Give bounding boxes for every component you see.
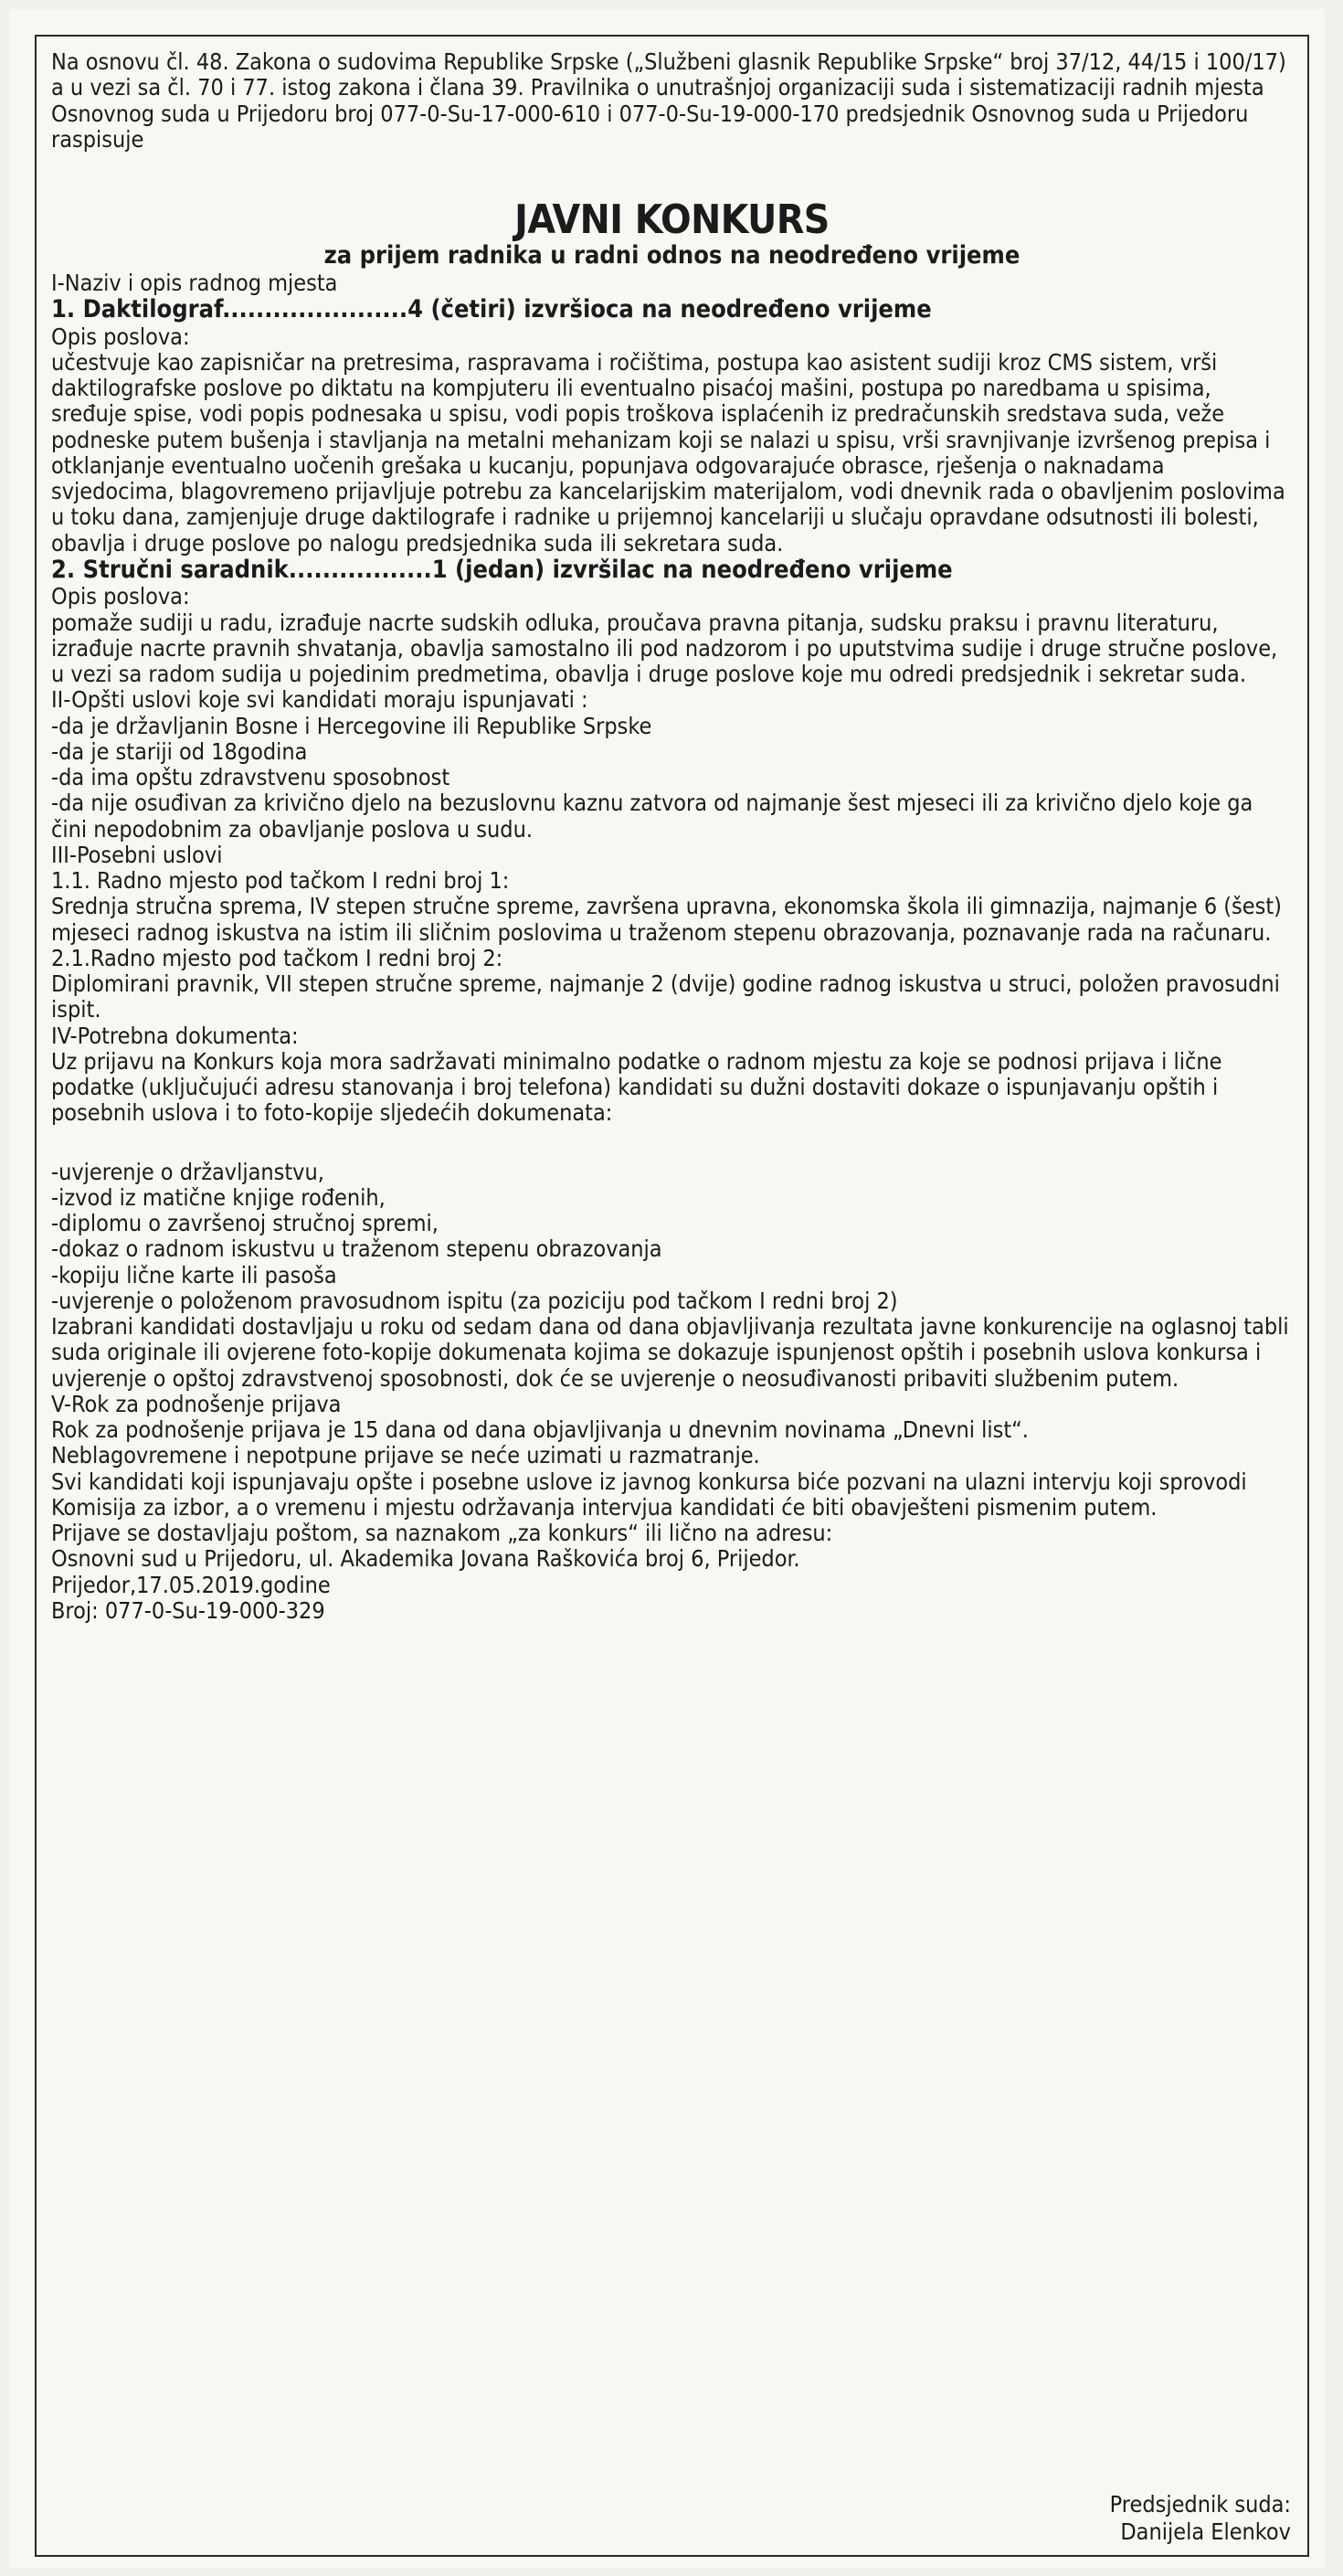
section-2-heading: II-Opšti uslovi koje svi kandidati moraju ispunjavati :: [51, 686, 588, 714]
position-1-description: učestvuje kao zapisničar na pretresima, raspravama i ročištima, postupa kao asistent sudiji kroz CMS sistem, vrši daktilografske poslove po diktatu na kompjuteru ili eventualno pisaćoj mašini, postupa po naredbama u spisima, sređuje spise, vodi popis podnesaka u spisu, vodi popis troškova isplaćenih iz predračunskih sredstava suda, veže podneske putem bušenja i stavljanja na metalni mehanizam koji se nalazi u spisu, vrši sravnjivanje izvršenog prepisa i otklanjanje eventualno uočenih grešaka u kucanju, popunjava odgovarajuće obrasce, rješenja o naknadama svjedocima, blagovremeno prijavljuje potrebu za kancelarijskim materijalom, vodi dnevnik rada o obavljenim poslovima u toku dana, zamjenjuje druge daktilografe i radnike u prijemnoj kancelariji u slučaju opravdane odsutnosti ili bolesti, obavlja i druge poslove po nalogu predsjednika suda ili sekretara suda.: [51, 348, 1285, 557]
reference-number: Broj: 077-0-Su-19-000-329: [51, 1596, 325, 1624]
special-item-1-text: Srednja stručna sprema, IV stepen stručne spreme, završena upravna, ekonomska škola ili gimnazija, najmanje 6 (šest) mjeseci radnog iskustva na istim ili sličnim poslovima u traženom stepenu obrazovanja, poznavanje rada na računaru.: [51, 893, 1282, 946]
position-2-description: pomaže sudiji u radu, izrađuje nacrte sudskih odluka, proučava pravna pitanja, sudsku praksu i pravnu literaturu, izrađuje nacrte pravnih shvatanja, obavlja samostalno ili pod nadzorom i po uputstvima sudije i druge stručne poslove, u vezi sa radom sudija u pojedinim predmetima, obavlja i druge poslove koje mu odredi predsjednik i sekretar suda.: [51, 609, 1278, 688]
place-date: Prijedor,17.05.2019.godine: [51, 1571, 331, 1598]
special-item-2-text: Diplomirani pravnik, VII stepen stručne spreme, najmanje 2 (dvije) godine radnog iskustva u struci, položen pravosudni ispit.: [51, 970, 1280, 1023]
position-2-desc-label: Opis poslova:: [51, 583, 190, 610]
list-item: -uvjerenje o državljanstvu,: [51, 1158, 324, 1185]
list-item: -da nije osuđivan za krivično djelo na bezuslovnu kaznu zatvora od najmanje šest mjeseci ili za krivično djelo koje ga čini nepodobnim za obavljanje poslova u sudu.: [51, 790, 1253, 843]
special-item-1-heading: 1.1. Radno mjesto pod tačkom I redni broj 1:: [51, 867, 510, 895]
list-item: -da je državljanin Bosne i Hercegovine ili Republike Srpske: [51, 712, 652, 739]
section-5-heading: V-Rok za podnošenje prijava: [51, 1390, 342, 1417]
signer-title: Predsjednik suda:: [1109, 2491, 1291, 2518]
selected-candidates-text: Izabrani kandidati dostavljaju u roku od sedam dana od dana objavljivanja rezultata javne konkurencije na oglasnoj tabli suda originale ili ovjerene foto-kopije dokumenata kojima se dokazuje ispunjenost opštih i posebnih uslova konkursa i uvjerenje o opštoj zdravstvenoj sposobnosti, dok će se uvjerenje o neosuđivanosti pribaviti službenim putem.: [51, 1313, 1289, 1392]
announcement-frame: [35, 35, 1309, 2557]
position-1-desc-label: Opis poslova:: [51, 323, 190, 350]
deadline-text: Rok za podnošenje prijava je 15 dana od dana objavljivanja u dnevnim novinama „Dnevni list“.: [51, 1416, 1029, 1444]
list-item: -izvod iz matične knjige rođenih,: [51, 1183, 386, 1211]
section-4-heading: IV-Potrebna dokumenta:: [51, 1022, 299, 1049]
newspaper-page: [9, 9, 1325, 2568]
special-item-2-heading: 2.1.Radno mjesto pod tačkom I redni broj 2:: [51, 944, 503, 971]
documents-list: [51, 1160, 1293, 1315]
announcement-subtitle: za prijem radnika u radni odnos na neodređeno vrijeme: [323, 241, 1020, 270]
list-item: -uvjerenje o položenom pravosudnom ispitu (za poziciju pod tačkom I redni broj 2): [51, 1287, 898, 1314]
signature-block: [1110, 2491, 1291, 2546]
intro-paragraph: Na osnovu čl. 48. Zakona o sudovima Republike Srpske („Službeni glasnik Republike Srpske“ broj 37/12, 44/15 i 100/17) a u vezi sa čl. 70 i 77. istog zakona i člana 39. Pravilnika o unutrašnjoj organizaciji suda i sistematizaciji radnih mjesta Osnovnog suda u Prijedoru broj 077-0-Su-17-000-610 i 077-0-Su-19-000-170 predsjednik Osnovnog suda u Prijedoru raspisuje: [51, 48, 1286, 153]
position-1-title: 1. Daktilograf......................4 (četiri) izvršioca na neodređeno vrijeme: [51, 295, 932, 324]
general-conditions-list: [51, 714, 1293, 843]
list-item: -da je stariji od 18godina: [51, 737, 308, 765]
documents-intro: Uz prijavu na Konkurs koja mora sadržavati minimalno podatke o radnom mjestu za koje se podnosi prijava i lične podatke (uključujući adresu stanovanja i broj telefona) kandidati su dužni dostaviti dokaze o ispunjavanju opštih i posebnih uslova i to foto-kopije sljedećih dokumenata:: [51, 1047, 1222, 1127]
section-3-heading: III-Posebni uslovi: [51, 841, 223, 868]
incomplete-applications-text: Neblagovremene i nepotpune prijave se neće uzimati u razmatranje.: [51, 1442, 760, 1469]
section-1-heading: I-Naziv i opis radnog mjesta: [51, 269, 338, 296]
delivery-text: Prijave se dostavljaju poštom, sa naznakom „za konkurs“ ili lično na adresu:: [51, 1520, 833, 1547]
court-address: Osnovni sud u Prijedoru, ul. Akademika Jovana Raškovića broj 6, Prijedor.: [51, 1545, 800, 1573]
list-item: -diplomu o završenoj stručnoj spremi,: [51, 1210, 439, 1237]
list-item: -dokaz o radnom iskustvu u traženom stepenu obrazovanja: [51, 1235, 662, 1263]
position-2-title: 2. Stručni saradnik.................1 (jedan) izvršilac na neodređeno vrijeme: [51, 555, 953, 584]
signer-name: Danijela Elenkov: [1120, 2518, 1291, 2545]
list-item: -da ima opštu zdravstvenu sposobnost: [51, 764, 450, 791]
list-item: -kopiju lične karte ili pasoša: [51, 1261, 337, 1288]
announcement-title: JAVNI KONKURS: [514, 196, 830, 243]
interview-text: Svi kandidati koji ispunjavaju opšte i posebne uslove iz javnog konkursa biće pozvani na ulazni intervju koji sprovodi Komisija za izbor, a o vremenu i mjestu održavanja intervjua kandidati će biti obavješteni pismenim putem.: [51, 1468, 1247, 1521]
